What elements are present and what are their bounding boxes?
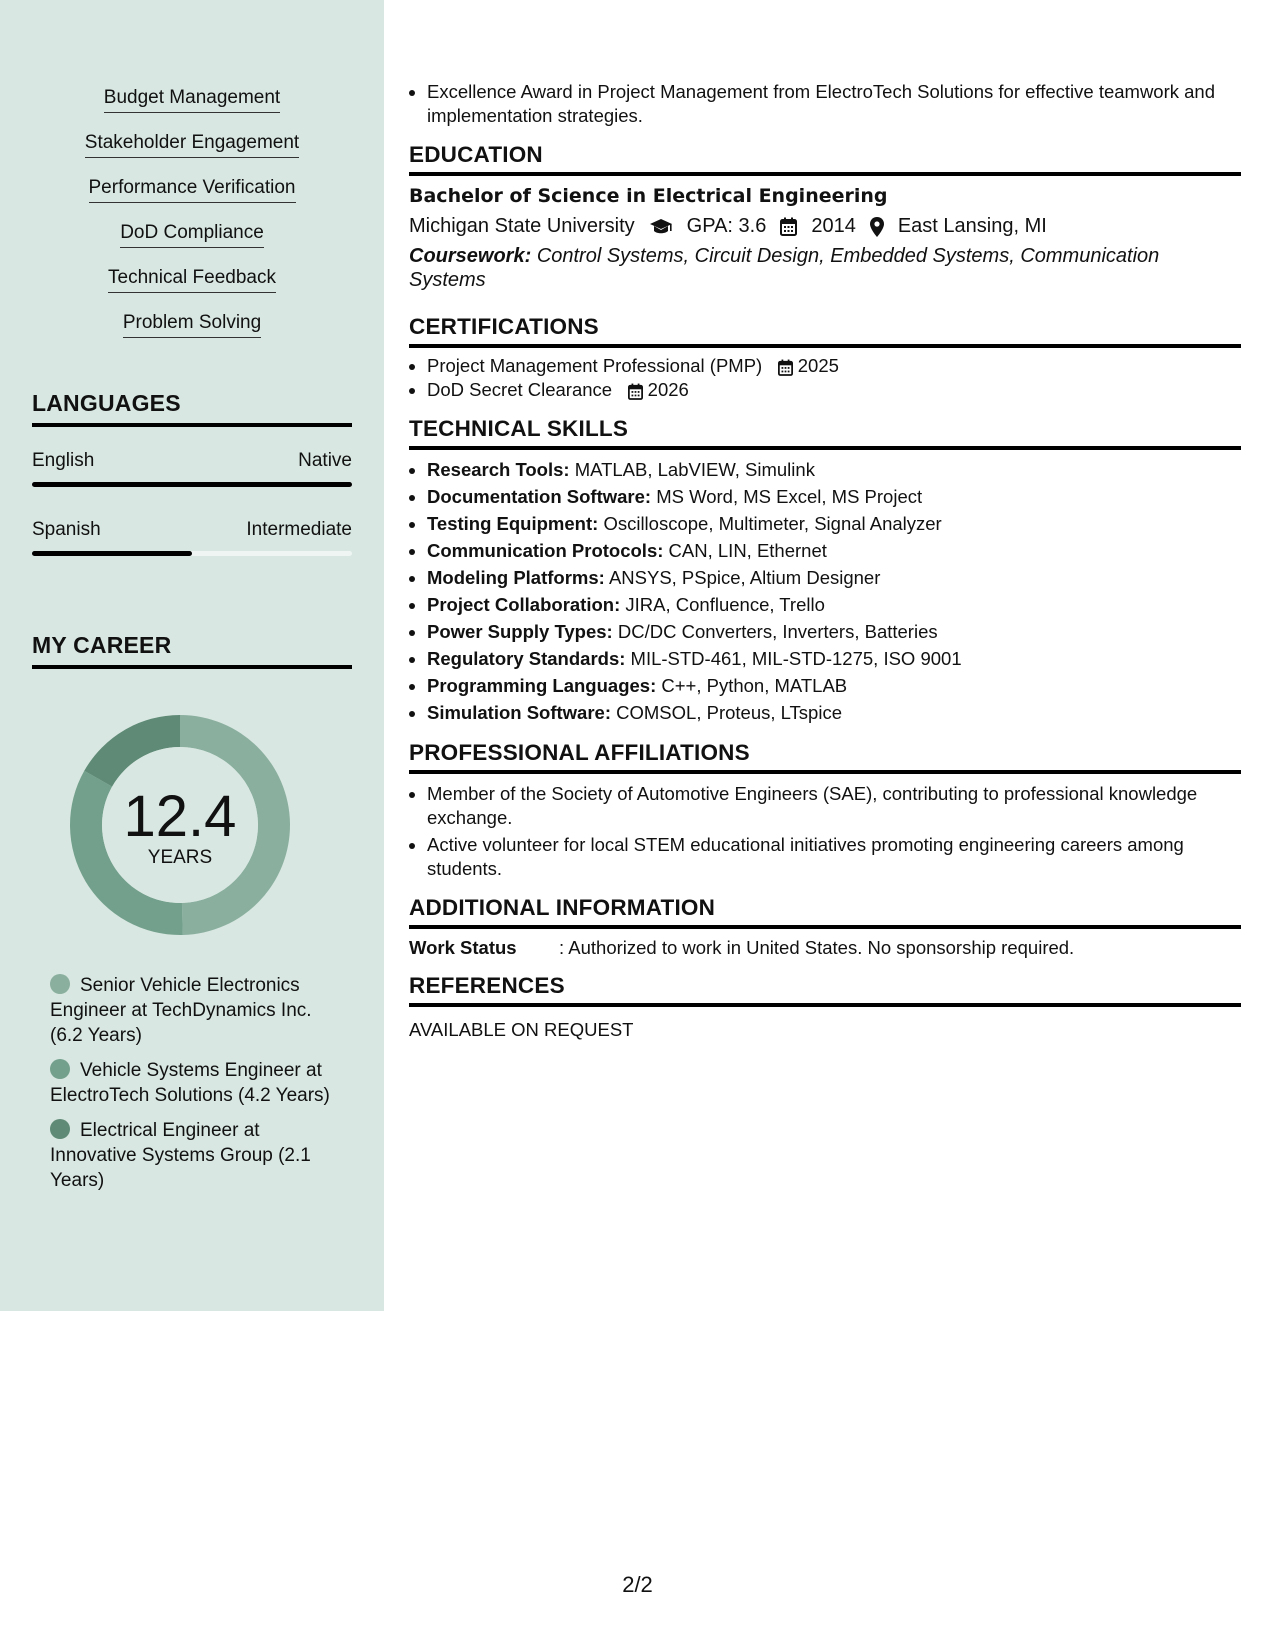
calendar-icon — [628, 383, 643, 400]
skill-value: MATLAB, LabVIEW, Simulink — [574, 459, 815, 480]
career-unit: YEARS — [147, 847, 213, 868]
skill-value: MS Word, MS Excel, MS Project — [656, 486, 923, 507]
certification-year: 2025 — [797, 355, 839, 376]
languages-heading: LANGUAGES — [32, 390, 352, 427]
career-dot — [50, 1119, 70, 1139]
certifications-list — [409, 354, 1241, 402]
language-spanish — [32, 519, 352, 556]
graduation-cap-icon — [649, 218, 673, 236]
technical-skill-item — [427, 456, 1241, 483]
calendar-icon — [780, 217, 797, 236]
section-heading: CERTIFICATIONS — [409, 314, 1241, 348]
technical-skills-section — [409, 416, 1241, 726]
language-bar — [32, 551, 352, 556]
coursework-list: Control Systems, Circuit Design, Embedded Systems, Communication Systems — [409, 245, 1160, 291]
skill-value: ANSYS, PSpice, Altium Designer — [608, 567, 881, 588]
career-dot — [50, 974, 70, 994]
language-english — [32, 450, 352, 487]
intro-list — [409, 80, 1241, 128]
school-location: East Lansing, MI — [897, 215, 1047, 237]
degree-details — [409, 215, 1241, 238]
skill-item: Stakeholder Engagement — [85, 131, 299, 158]
language-level: Intermediate — [246, 519, 352, 540]
certification-year: 2026 — [647, 379, 689, 400]
skill-label: Regulatory Standards: — [427, 648, 626, 669]
skill-value: COMSOL, Proteus, LTspice — [616, 702, 842, 723]
references-text: AVAILABLE ON REQUEST — [409, 1019, 634, 1040]
technical-skill-item — [427, 537, 1241, 564]
coursework-label: Coursework: — [409, 245, 532, 267]
skill-value: C++, Python, MATLAB — [661, 675, 848, 696]
skill-label: Programming Languages: — [427, 675, 657, 696]
section-heading: EDUCATION — [409, 142, 1241, 176]
skill-label: Communication Protocols: — [427, 540, 664, 561]
career-item — [50, 1118, 330, 1193]
language-name: English — [32, 450, 95, 471]
skill-label: Research Tools: — [427, 459, 570, 480]
certification-item — [427, 378, 1241, 402]
technical-skill-item — [427, 564, 1241, 591]
affiliations-list — [409, 782, 1241, 881]
affiliation-item: • Active volunteer for local STEM educational initiatives promoting engineering careers among students. — [427, 833, 1241, 881]
calendar-icon — [778, 359, 793, 376]
technical-skill-item — [427, 672, 1241, 699]
skill-value: CAN, LIN, Ethernet — [668, 540, 827, 561]
technical-skill-item — [427, 618, 1241, 645]
career-heading: MY CAREER — [32, 632, 352, 669]
skill-label: Documentation Software: — [427, 486, 652, 507]
technical-skills-list — [409, 456, 1241, 726]
language-bar-fill — [32, 482, 352, 487]
technical-skill-item — [427, 483, 1241, 510]
education-section — [409, 142, 1241, 292]
coursework — [409, 244, 1241, 292]
section-heading: PROFESSIONAL AFFILIATIONS — [409, 740, 1241, 774]
certification-item — [427, 354, 1241, 378]
work-status-row — [409, 937, 1241, 959]
skills-list — [32, 86, 352, 356]
career-dot — [50, 1059, 70, 1079]
skill-value: Oscilloscope, Multimeter, Signal Analyzer — [603, 513, 942, 534]
section-heading: TECHNICAL SKILLS — [409, 416, 1241, 450]
intro-bullet: • Excellence Award in Project Management from ElectroTech Solutions for effective teamwork and implementation strategies. — [427, 80, 1241, 128]
skill-label: Modeling Platforms: — [427, 567, 605, 588]
career-text: Vehicle Systems Engineer at ElectroTech Solutions (4.2 Years) — [50, 1060, 330, 1106]
section-heading: ADDITIONAL INFORMATION — [409, 895, 1241, 929]
certification-name: Project Management Professional (PMP) — [427, 355, 763, 376]
career-total: 12.4 — [123, 784, 237, 849]
language-level: Native — [298, 450, 352, 471]
additional-info-section — [409, 895, 1241, 959]
certifications-section — [409, 314, 1241, 402]
skill-label: Testing Equipment: — [427, 513, 599, 534]
language-bar-fill — [32, 551, 192, 556]
skill-item: DoD Compliance — [120, 221, 264, 248]
technical-skill-item — [427, 699, 1241, 726]
technical-skill-item — [427, 645, 1241, 672]
certification-name: DoD Secret Clearance — [427, 379, 613, 400]
gpa: GPA: 3.6 — [686, 215, 767, 237]
degree-title: Bachelor of Science in Electrical Engineering — [409, 185, 888, 207]
skill-item: Technical Feedback — [108, 266, 276, 293]
references-section — [409, 973, 1241, 1041]
skill-item: Problem Solving — [123, 311, 261, 338]
page-number: 2/2 — [622, 1572, 653, 1597]
career-donut-chart — [66, 711, 294, 939]
skill-value: MIL-STD-461, MIL-STD-1275, ISO 9001 — [630, 648, 962, 669]
technical-skill-item — [427, 591, 1241, 618]
career-text: Electrical Engineer at Innovative Systems Group (2.1 Years) — [50, 1120, 311, 1191]
affiliation-item: • Member of the Society of Automotive Engineers (SAE), contributing to professional knowledge exchange. — [427, 782, 1241, 830]
school-name: Michigan State University — [409, 215, 635, 237]
main-content — [409, 80, 1241, 1041]
sidebar — [0, 0, 384, 1311]
technical-skill-item — [427, 510, 1241, 537]
language-bar — [32, 482, 352, 487]
career-text: Senior Vehicle Electronics Engineer at TechDynamics Inc. (6.2 Years) — [50, 975, 312, 1046]
affiliations-section — [409, 740, 1241, 881]
skill-value: DC/DC Converters, Inverters, Batteries — [617, 621, 938, 642]
skill-label: Simulation Software: — [427, 702, 611, 723]
skill-item: Budget Management — [104, 86, 280, 113]
career-list — [50, 973, 330, 1203]
section-heading: REFERENCES — [409, 973, 1241, 1007]
career-item — [50, 973, 330, 1048]
skill-label: Power Supply Types: — [427, 621, 613, 642]
work-status-label: Work Status — [409, 937, 517, 958]
career-item — [50, 1058, 330, 1108]
graduation-year: 2014 — [811, 215, 856, 237]
location-pin-icon — [870, 217, 884, 237]
skill-label: Project Collaboration: — [427, 594, 621, 615]
skill-item: Performance Verification — [89, 176, 296, 203]
work-status-value: : Authorized to work in United States. No sponsorship required. — [559, 937, 1075, 958]
skill-value: JIRA, Confluence, Trello — [625, 594, 825, 615]
language-name: Spanish — [32, 519, 101, 540]
